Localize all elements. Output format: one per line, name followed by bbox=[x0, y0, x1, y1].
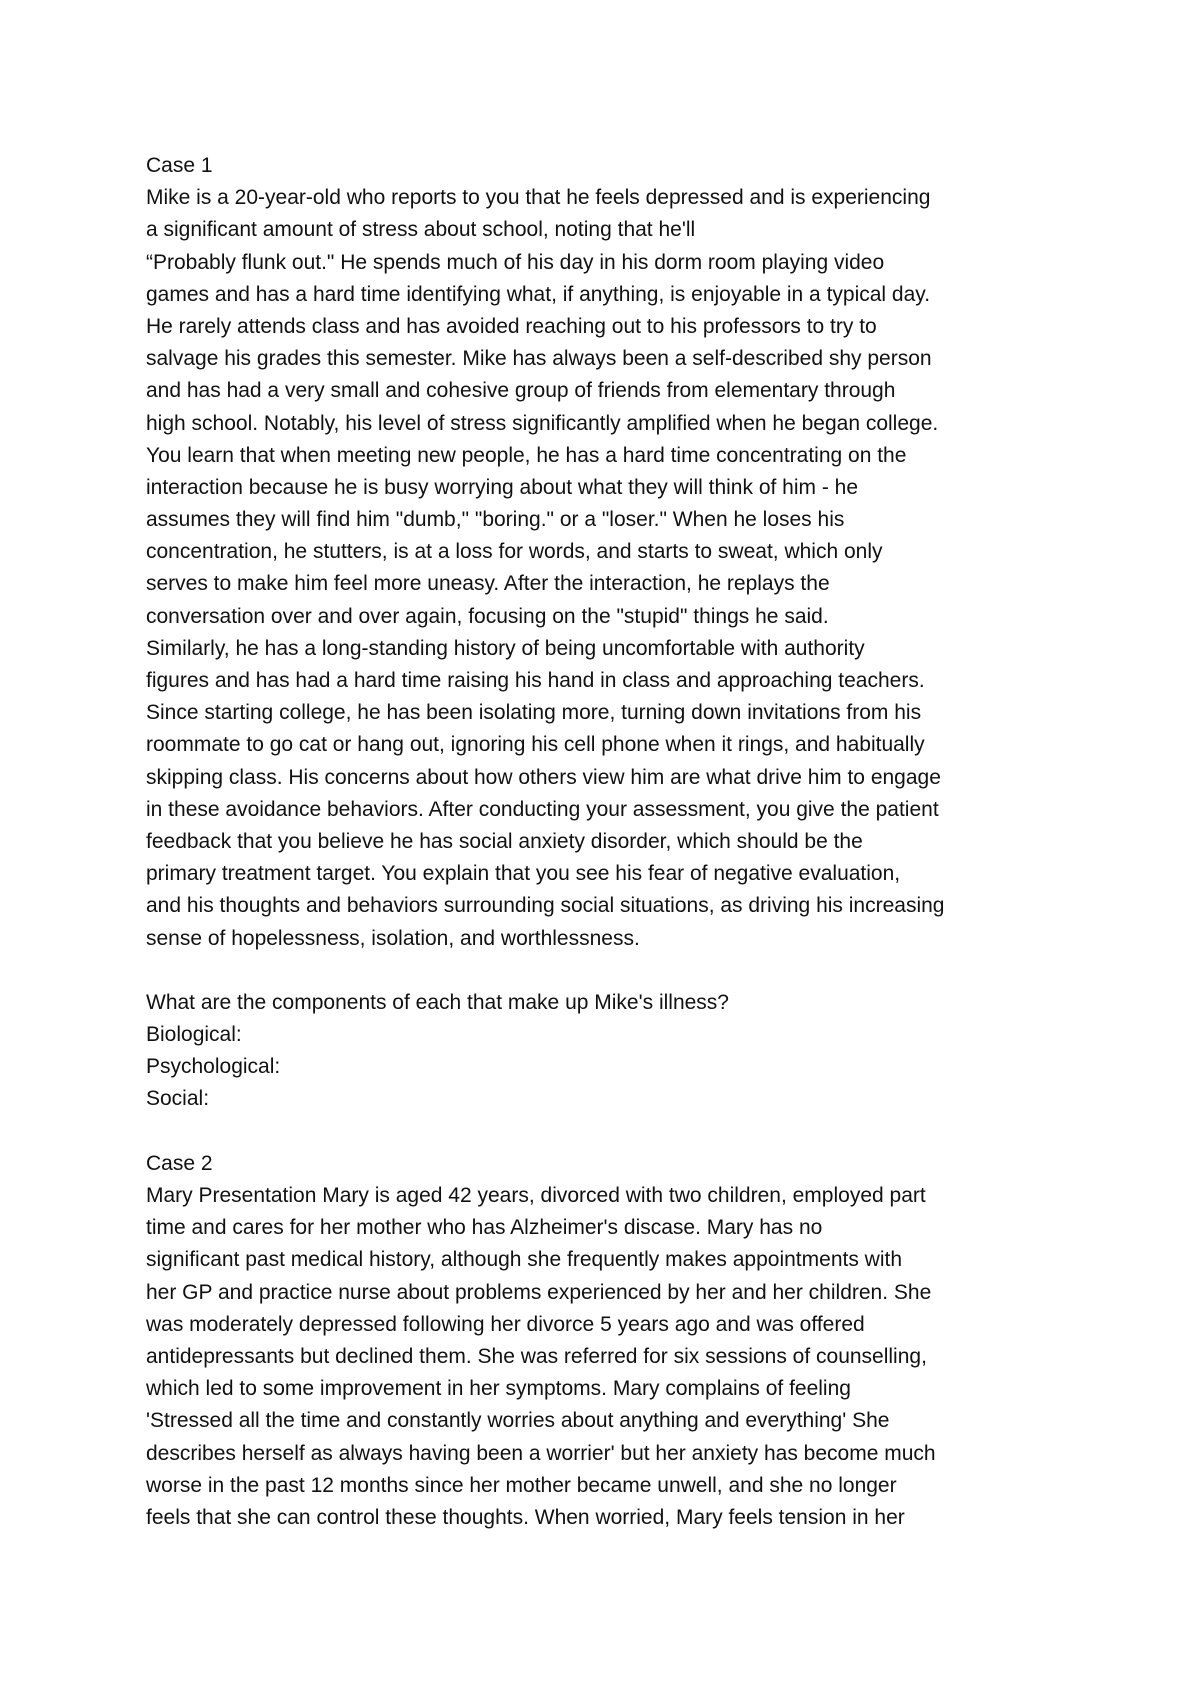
case1-line: high school. Notably, his level of stress significantly amplified when he began college. bbox=[146, 411, 939, 435]
case2-line: worse in the past 12 months since her mother became unwell, and she no longer bbox=[146, 1473, 897, 1497]
case1-line: in these avoidance behaviors. After conducting your assessment, you give the patient bbox=[146, 797, 939, 821]
case1-line: concentration, he stutters, is at a loss for words, and starts to sweat, which only bbox=[146, 540, 883, 564]
case2-line: Mary Presentation Mary is aged 42 years, divorced with two children, employed part bbox=[146, 1184, 926, 1207]
case1-line: sense of hopelessness, isolation, and worthlessness. bbox=[146, 926, 640, 950]
psychological-label: Psychological: bbox=[146, 1055, 281, 1079]
case1-line: figures and has had a hard time raising his hand in class and approaching teachers. bbox=[146, 669, 925, 692]
case1-line: and has had a very small and cohesive group of friends from elementary through bbox=[146, 379, 896, 403]
case2-line: her GP and practice nurse about problems experienced by her and her children. She bbox=[146, 1280, 932, 1304]
case1-line: feedback that you believe he has social anxiety disorder, which should be the bbox=[146, 829, 863, 853]
paragraph-gap bbox=[146, 955, 1146, 987]
document-body bbox=[146, 150, 1146, 1534]
case1-line: roommate to go cat or hang out, ignoring his cell phone when it rings, and habitually bbox=[146, 733, 925, 757]
case1-line: assumes they will find him "dumb," "boring." or a "loser." When he loses his bbox=[146, 508, 845, 532]
case1-question: What are the components of each that make up Mike's illness? bbox=[146, 990, 729, 1014]
case1-line: You learn that when meeting new people, he has a hard time concentrating on the bbox=[146, 443, 907, 467]
case1-line: salvage his grades this semester. Mike has always been a self-described shy person bbox=[146, 347, 932, 371]
case1-line: skipping class. His concerns about how others view him are what drive him to engage bbox=[146, 765, 941, 789]
case1-line: “Probably flunk out." He spends much of his day in his dorm room playing video bbox=[146, 250, 885, 274]
case1-line: Mike is a 20-year-old who reports to you that he feels depressed and is experiencing bbox=[146, 186, 931, 210]
case2-line: time and cares for her mother who has Alzheimer's discase. Mary has no bbox=[146, 1216, 823, 1240]
case2-line: was moderately depressed following her divorce 5 years ago and was offered bbox=[146, 1312, 865, 1336]
case1-line: serves to make him feel more uneasy. After the interaction, he replays the bbox=[146, 572, 830, 596]
paragraph-gap bbox=[146, 1116, 1146, 1148]
case2-heading: Case 2 bbox=[146, 1151, 213, 1175]
case2-line: describes herself as always having been a worrier' but her anxiety has become much bbox=[146, 1441, 936, 1465]
case1-line: Since starting college, he has been isolating more, turning down invitations from his bbox=[146, 701, 922, 725]
case2-line: which led to some improvement in her symptoms. Mary complains of feeling bbox=[146, 1377, 851, 1401]
case1-line: He rarely attends class and has avoided reaching out to his professors to try to bbox=[146, 314, 877, 338]
case2-line: significant past medical history, although she frequently makes appointments with bbox=[146, 1248, 903, 1272]
case2-line: 'Stressed all the time and constantly worries about anything and everything' She bbox=[146, 1409, 890, 1433]
biological-label: Biological: bbox=[146, 1023, 242, 1047]
case1-line: interaction because he is busy worrying about what they will think of him - he bbox=[146, 475, 859, 499]
case1-line: Similarly, he has a long-standing history of being uncomfortable with authority bbox=[146, 636, 865, 660]
case1-line: primary treatment target. You explain that you see his fear of negative evaluation, bbox=[146, 862, 901, 886]
case1-heading: Case 1 bbox=[146, 154, 213, 177]
case1-line: and his thoughts and behaviors surrounding social situations, as driving his increasing bbox=[146, 894, 945, 918]
case1-line: conversation over and over again, focusing on the "stupid" things he said. bbox=[146, 604, 829, 628]
case2-line: antidepressants but declined them. She was referred for six sessions of counselling, bbox=[146, 1344, 927, 1368]
case2-line: feels that she can control these thoughts. When worried, Mary feels tension in her bbox=[146, 1505, 905, 1529]
case1-line: games and has a hard time identifying what, if anything, is enjoyable in a typical day. bbox=[146, 282, 931, 306]
social-label: Social: bbox=[146, 1087, 210, 1111]
case1-line: a significant amount of stress about school, noting that he'll bbox=[146, 218, 696, 242]
